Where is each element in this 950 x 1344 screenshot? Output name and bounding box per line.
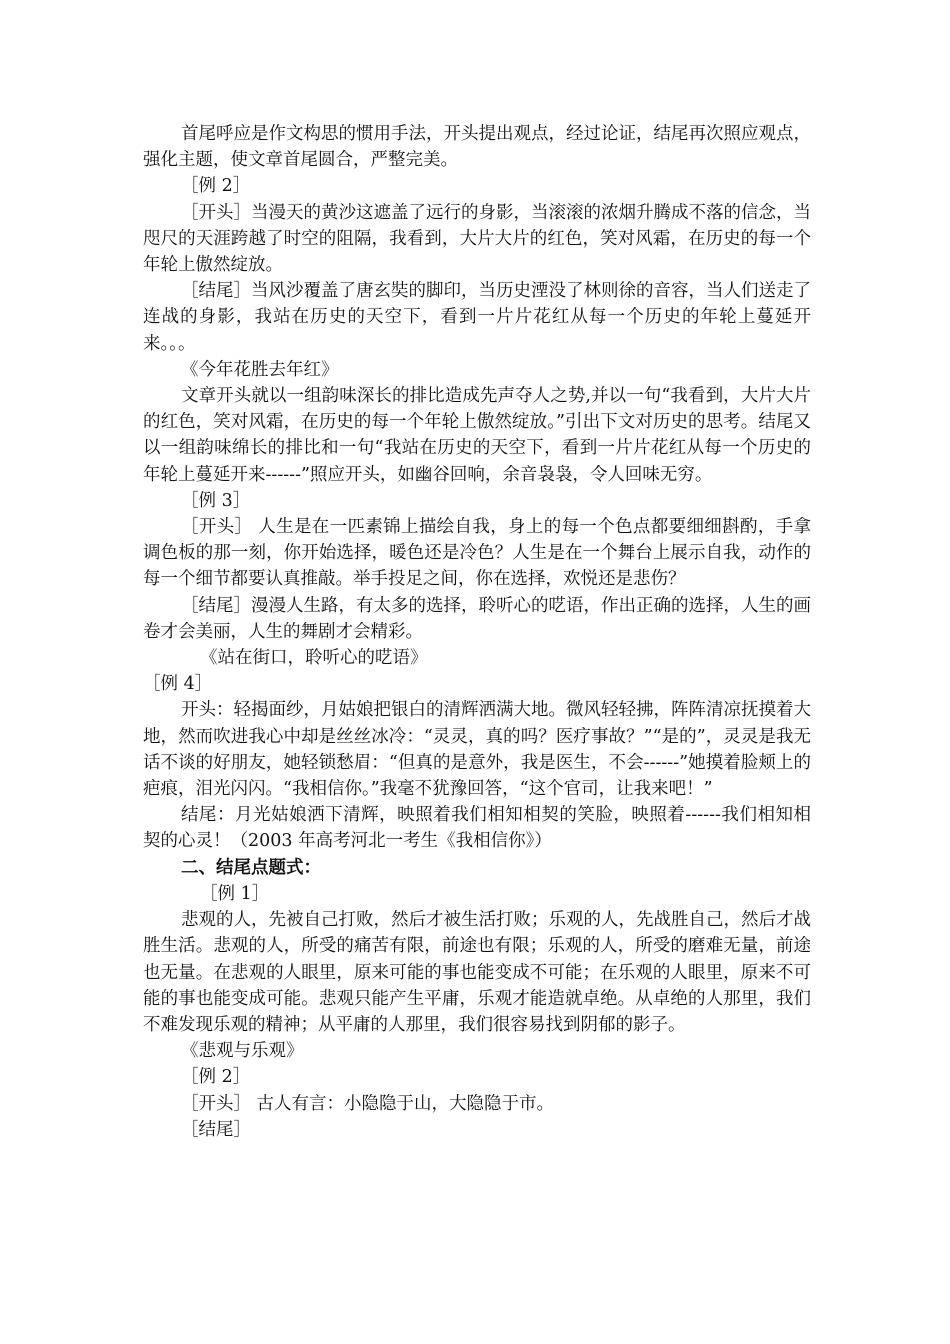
ending-paragraph: 结尾：月光姑娘洒下清辉，映照着我们相知相契的笑脸，映照着------我们相知相契的心灵！（2003 年高考河北一考生《我相信你》） xyxy=(143,805,811,852)
opening-paragraph: 开头：轻揭面纱，月姑娘把银白的清辉洒满大地。微风轻轻拂，阵阵清凉抚摸着大地，然而吹进我心中却是丝丝冰冷：“灵灵，真的吗？医疗事故？”“是的”，灵灵是我无话不谈的好朋友，她轻锁愁眉：“但真的是意外，我是医生，不会------”她摸着脸颊上的疤痕，泪光闪闪。“我相信你。”我毫不犹豫回答，“这个官司，让我来吧！” xyxy=(143,700,811,800)
example-label: ［例 3］ xyxy=(181,490,251,511)
essay-title: 《站在街口，聆听心的呓语》 xyxy=(200,648,428,669)
intro-paragraph: 首尾呼应是作文构思的惯用手法，开头提出观点，经过论证，结尾再次照应观点，强化主题，使文章首尾圆合，严整完美。 xyxy=(143,124,811,171)
opening-paragraph: ［开头］ 人生是在一匹素锦上描绘自我，身上的每一个色点都要细细斟酌，手拿调色板的那一刻，你开始选择，暖色还是冷色？人生是在一个舞台上展示自我，动作的每一个细节都要认真推敲。举手投足之间，你在选择，欢悦还是悲伤？ xyxy=(143,517,811,590)
essay-title: 《今年花胜去年红》 xyxy=(181,359,339,380)
example-label: ［例 4］ xyxy=(143,674,213,695)
ending-label: ［结尾］ xyxy=(181,1119,251,1140)
opening-paragraph: ［开头］ 古人有言：小隐隐于山，大隐隐于市。 xyxy=(181,1093,555,1114)
analysis-paragraph: 文章开头就以一组韵味深长的排比造成先声夺人之势,并以一句“我看到，大片大片的红色，笑对风霜，在历史的每一个年轮上傲然绽放。”引出下文对历史的思考。结尾又以一组韵味绵长的排比和一句“我站在历史的天空下，看到一片片花红从每一个历史的年轮上蔓延开来------”照应开头，如幽谷回响，余音袅袅，令人回味无穷。 xyxy=(143,386,811,485)
ending-paragraph: ［结尾］漫漫人生路，有太多的选择，聆听心的呓语，作出正确的选择，人生的画卷才会美丽，人生的舞剧才会精彩。 xyxy=(143,595,811,642)
section-heading: 二、结尾点题式： xyxy=(181,857,321,878)
ending-paragraph: ［结尾］当风沙覆盖了唐玄奘的脚印，当历史湮没了林则徐的音容，当人们送走了连战的身影，我站在历史的天空下，看到一片片花红从每一个历史的年轮上蔓延开来。。。 xyxy=(143,281,811,354)
opening-paragraph: ［开头］当漫天的黄沙这遮盖了远行的身影，当滚滚的浓烟升腾成不落的信念，当咫尺的天涯跨越了时空的阻隔，我看到，大片大片的红色，笑对风霜，在历史的每一个年轮上傲然绽放。 xyxy=(143,202,811,276)
example-label: ［例 1］ xyxy=(200,883,270,904)
example-label: ［例 2］ xyxy=(181,176,251,197)
essay-title: 《悲观与乐观》 xyxy=(181,1041,304,1062)
example-paragraph: 悲观的人，先被自己打败，然后才被生活打败；乐观的人，先战胜自己，然后才战胜生活。悲观的人，所受的痛苦有限，前途也有限；乐观的人，所受的磨难无量，前途也无量。在悲观的人眼里，原来可能的事也能变成不可能；在乐观的人眼里，原来不可能的事也能变成可能。悲观只能产生平庸，乐观才能造就卓绝。从卓绝的人那里，我们不难发现乐观的精神；从平庸的人那里，我们很容易找到阴郁的影子。 xyxy=(143,910,811,1035)
example-label: ［例 2］ xyxy=(181,1067,251,1088)
document-body xyxy=(143,121,811,1143)
